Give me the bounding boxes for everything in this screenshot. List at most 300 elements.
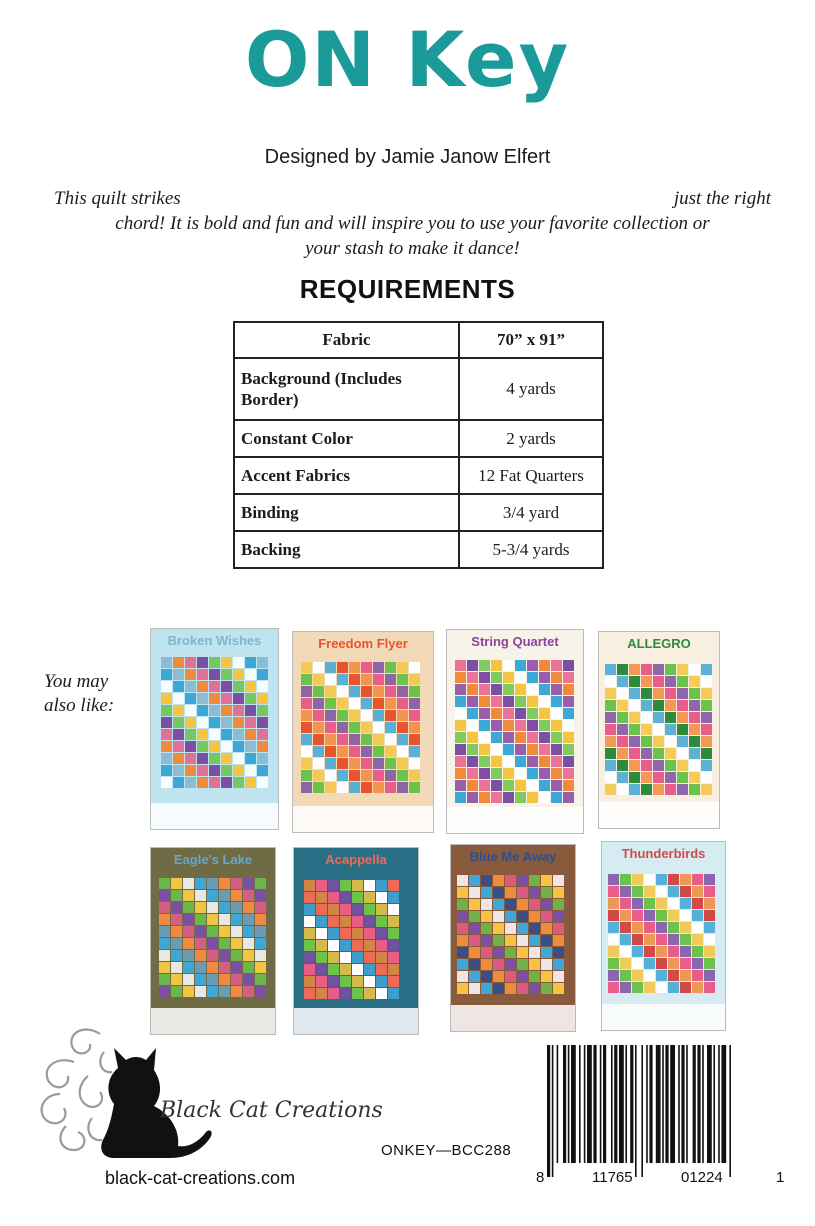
quilt-block [376,916,387,927]
quilt-block [493,959,504,970]
quilt-block [328,916,339,927]
quilt-block [653,772,664,783]
quilt-block [689,736,700,747]
quilt-block [689,688,700,699]
quilt-block [159,938,170,949]
quilt-block [620,910,631,921]
quilt-block [219,926,230,937]
quilt-block [467,708,478,719]
barcode-bar [611,1045,613,1163]
quilt-block [397,686,408,697]
quilt-block [257,681,268,692]
quilt-block [469,983,480,994]
quilt-block [243,890,254,901]
quilt-block [257,741,268,752]
also-like-label: You may also like: [44,671,115,716]
designer-credit: Designed by Jamie Janow Elfert [264,146,551,168]
quilt-block [617,784,628,795]
quilt-block [668,898,679,909]
quilt-block [680,886,691,897]
quilt-block [349,686,360,697]
quilt-block [255,926,266,937]
quilt-block [551,768,562,779]
quilt-block [361,710,372,721]
cover-title: Blue Me Away [469,849,557,864]
quilt-block [641,784,652,795]
quilt-block [467,792,478,803]
quilt-block [313,758,324,769]
quilt-block [385,686,396,697]
quilt-block [644,874,655,885]
quilt-block [644,970,655,981]
quilt-block [641,712,652,723]
quilt-block [641,772,652,783]
quilt-block [340,928,351,939]
quilt-block [653,700,664,711]
quilt-block [337,770,348,781]
quilt-block [255,902,266,913]
quilt-block [701,712,712,723]
quilt-block [207,890,218,901]
quilt-block [491,744,502,755]
quilt-block [171,902,182,913]
cover-footer [447,807,583,833]
quilt-block [243,938,254,949]
quilt-block [328,988,339,999]
quilt-block [503,756,514,767]
quilt-block [245,753,256,764]
quilt-block [373,710,384,721]
quilt-block [316,880,327,891]
quilt-block [503,768,514,779]
barcode-bar [579,1045,581,1163]
quilt-block [605,760,616,771]
quilt-block [328,976,339,987]
quilt-block [539,684,550,695]
quilt-block [361,698,372,709]
quilt-block [620,886,631,897]
quilt-block [195,962,206,973]
quilt-block [620,898,631,909]
quilt-block [493,911,504,922]
quilt-block [605,724,616,735]
quilt-block [245,717,256,728]
quilt-block [551,756,562,767]
cover-footer [599,802,719,828]
quilt-block [231,950,242,961]
quilt-block [503,744,514,755]
quilt-block [632,922,643,933]
quilt-block [352,940,363,951]
quilt-block [409,722,420,733]
quilt-block [373,698,384,709]
quilt-block [677,736,688,747]
quilt-block [551,708,562,719]
quilt-block [491,696,502,707]
quilt-block [313,662,324,673]
quilt-block [361,662,372,673]
quilt-block [457,887,468,898]
quilt-block [644,934,655,945]
quilt-block [469,959,480,970]
quilt-block [349,662,360,673]
quilt-block [221,741,232,752]
quilt-block [656,898,667,909]
black-cat-logo [30,1022,360,1167]
quilt-block [503,732,514,743]
quilt-block [183,902,194,913]
quilt-block [644,898,655,909]
pattern-cover[interactable] [150,847,276,1035]
quilt-block [668,886,679,897]
quilt-block [641,736,652,747]
barcode-bar [641,1045,643,1177]
quilt-block [221,705,232,716]
barcode-bar [713,1045,715,1163]
quilt-block [352,964,363,975]
quilt-block [219,902,230,913]
barcode-bar [697,1045,700,1163]
brand-name: Black Cat Creations [160,1098,383,1123]
quilt-block [185,741,196,752]
quilt-block [337,686,348,697]
quilt-block [257,669,268,680]
quilt-block [195,878,206,889]
quilt-block [245,669,256,680]
quilt-block [493,947,504,958]
fabric-amount: 2 yards [459,420,603,457]
quilt-block [313,782,324,793]
quilt-block [563,756,574,767]
pattern-cover[interactable] [450,844,576,1032]
quilt-block [677,748,688,759]
quilt-block [692,874,703,885]
quilt-block [373,674,384,685]
quilt-block [255,914,266,925]
quilt-block [173,717,184,728]
quilt-block [689,700,700,711]
quilt-block [243,878,254,889]
quilt-block [171,986,182,997]
cover-quilt-image [304,880,410,1006]
barcode-bar [656,1045,661,1163]
quilt-block [245,693,256,704]
quilt-block [361,686,372,697]
barcode-bar [649,1045,652,1163]
quilt-block [409,734,420,745]
quilt-block [455,708,466,719]
quilt-block [692,934,703,945]
quilt-block [632,874,643,885]
quilt-block [337,782,348,793]
pattern-cover[interactable] [601,841,726,1031]
quilt-block [493,971,504,982]
quilt-block [364,928,375,939]
quilt-block [680,874,691,885]
quilt-block [457,911,468,922]
quilt-block [373,758,384,769]
quilt-block [185,765,196,776]
quilt-block [328,964,339,975]
quilt-block [629,700,640,711]
quilt-block [481,971,492,982]
quilt-block [233,681,244,692]
fabric-amount: 4 yards [459,358,603,420]
quilt-block [301,710,312,721]
quilt-block [680,946,691,957]
quilt-block [629,724,640,735]
quilt-block [388,880,399,891]
quilt-block [455,744,466,755]
pattern-cover[interactable] [446,629,584,834]
quilt-block [231,914,242,925]
quilt-block [209,705,220,716]
quilt-block [539,708,550,719]
quilt-block [255,986,266,997]
quilt-block [467,660,478,671]
quilt-block [257,729,268,740]
quilt-block [159,878,170,889]
quilt-block [376,952,387,963]
quilt-block [197,693,208,704]
quilt-block [481,959,492,970]
quilt-block [349,770,360,781]
quilt-block [656,886,667,897]
quilt-block [491,708,502,719]
quilt-block [455,720,466,731]
barcode-bar [614,1045,617,1163]
header-fabric: Fabric [234,322,459,358]
quilt-block [701,724,712,735]
quilt-block [689,724,700,735]
quilt-block [665,676,676,687]
quilt-block [677,688,688,699]
quilt-block [539,780,550,791]
quilt-block [629,784,640,795]
quilt-block [553,911,564,922]
quilt-block [653,736,664,747]
quilt-block [388,952,399,963]
quilt-block [364,976,375,987]
quilt-block [563,708,574,719]
quilt-block [515,756,526,767]
quilt-block [328,940,339,951]
quilt-block [304,952,315,963]
product-code: ONKEY—BCC288 [381,1142,512,1159]
quilt-block [159,986,170,997]
quilt-block [701,676,712,687]
quilt-block [505,875,516,886]
quilt-block [503,780,514,791]
quilt-block [491,732,502,743]
quilt-block [183,878,194,889]
quilt-block [493,875,504,886]
quilt-block [301,782,312,793]
quilt-block [325,710,336,721]
upc-barcode [533,1045,788,1190]
quilt-block [605,688,616,699]
barcode-bar [729,1045,731,1177]
quilt-block [173,681,184,692]
quilt-block [376,892,387,903]
quilt-block [641,688,652,699]
quilt-block [689,772,700,783]
quilt-block [479,732,490,743]
quilt-block [517,875,528,886]
quilt-block [457,971,468,982]
quilt-block [385,734,396,745]
pattern-cover[interactable] [150,628,279,830]
quilt-block [541,935,552,946]
quilt-block [517,911,528,922]
quilt-block [680,898,691,909]
quilt-block [159,950,170,961]
quilt-block [455,672,466,683]
quilt-block [385,770,396,781]
quilt-block [221,681,232,692]
quilt-block [617,724,628,735]
quilt-block [553,971,564,982]
quilt-block [364,952,375,963]
quilt-block [328,892,339,903]
barcode-bar [603,1045,606,1163]
quilt-block [617,736,628,747]
quilt-block [209,669,220,680]
quilt-block [173,753,184,764]
quilt-block [515,684,526,695]
quilt-block [553,947,564,958]
quilt-block [689,760,700,771]
quilt-block [325,782,336,793]
quilt-block [385,674,396,685]
quilt-block [171,914,182,925]
quilt-block [491,684,502,695]
quilt-block [207,974,218,985]
quilt-block [455,780,466,791]
quilt-block [397,710,408,721]
quilt-block [701,748,712,759]
cover-quilt-image [608,874,721,1004]
quilt-block [539,660,550,671]
cover-quilt-image [301,662,427,804]
barcode-bar [635,1045,637,1177]
quilt-block [409,746,420,757]
quilt-block [385,722,396,733]
quilt-block [161,705,172,716]
quilt-block [233,705,244,716]
quilt-block [665,712,676,723]
quilt-block [479,720,490,731]
quilt-block [505,983,516,994]
quilt-block [173,777,184,788]
quilt-block [304,916,315,927]
quilt-block [644,922,655,933]
quilt-block [704,910,715,921]
quilt-block [221,717,232,728]
quilt-block [608,886,619,897]
barcode-bar [646,1045,648,1163]
quilt-block [361,674,372,685]
quilt-block [629,748,640,759]
quilt-block [409,758,420,769]
quilt-block [692,946,703,957]
quilt-block [479,708,490,719]
quilt-block [455,768,466,779]
quilt-block [608,934,619,945]
pattern-cover[interactable] [598,631,720,829]
quilt-block [617,688,628,699]
quilt-block [677,772,688,783]
quilt-block [373,770,384,781]
quilt-block [233,753,244,764]
quilt-block [563,792,574,803]
quilt-block [197,777,208,788]
quilt-block [701,688,712,699]
quilt-block [340,904,351,915]
quilt-block [541,971,552,982]
quilt-block [301,662,312,673]
quilt-block [656,946,667,957]
quilt-block [243,926,254,937]
quilt-block [455,684,466,695]
quilt-block [517,923,528,934]
quilt-block [197,681,208,692]
quilt-block [221,753,232,764]
quilt-block [340,940,351,951]
quilt-block [541,875,552,886]
quilt-block [159,974,170,985]
quilt-block [608,982,619,993]
quilt-block [233,693,244,704]
website-link[interactable]: black-cat-creations.com [105,1168,296,1188]
quilt-block [328,928,339,939]
quilt-block [677,712,688,723]
quilt-block [517,887,528,898]
quilt-block [656,982,667,993]
quilt-block [692,910,703,921]
quilt-block [692,970,703,981]
quilt-block [388,964,399,975]
quilt-block [605,748,616,759]
quilt-block [207,902,218,913]
quilt-block [641,676,652,687]
quilt-block [352,916,363,927]
quilt-block [183,926,194,937]
quilt-block [620,982,631,993]
pattern-cover[interactable] [293,847,419,1035]
quilt-block [515,660,526,671]
quilt-block [680,910,691,921]
quilt-block [608,970,619,981]
quilt-block [689,676,700,687]
table-row [234,358,603,420]
pattern-cover[interactable] [292,631,434,833]
quilt-block [632,934,643,945]
quilt-block [617,760,628,771]
quilt-block [219,986,230,997]
quilt-block [376,988,387,999]
quilt-block [668,934,679,945]
quilt-block [301,698,312,709]
quilt-block [527,684,538,695]
cover-title: Eagle's Lake [173,852,253,867]
quilt-block [197,657,208,668]
quilt-block [207,986,218,997]
quilt-block [255,974,266,985]
quilt-block [563,720,574,731]
quilt-block [185,705,196,716]
quilt-block [183,950,194,961]
